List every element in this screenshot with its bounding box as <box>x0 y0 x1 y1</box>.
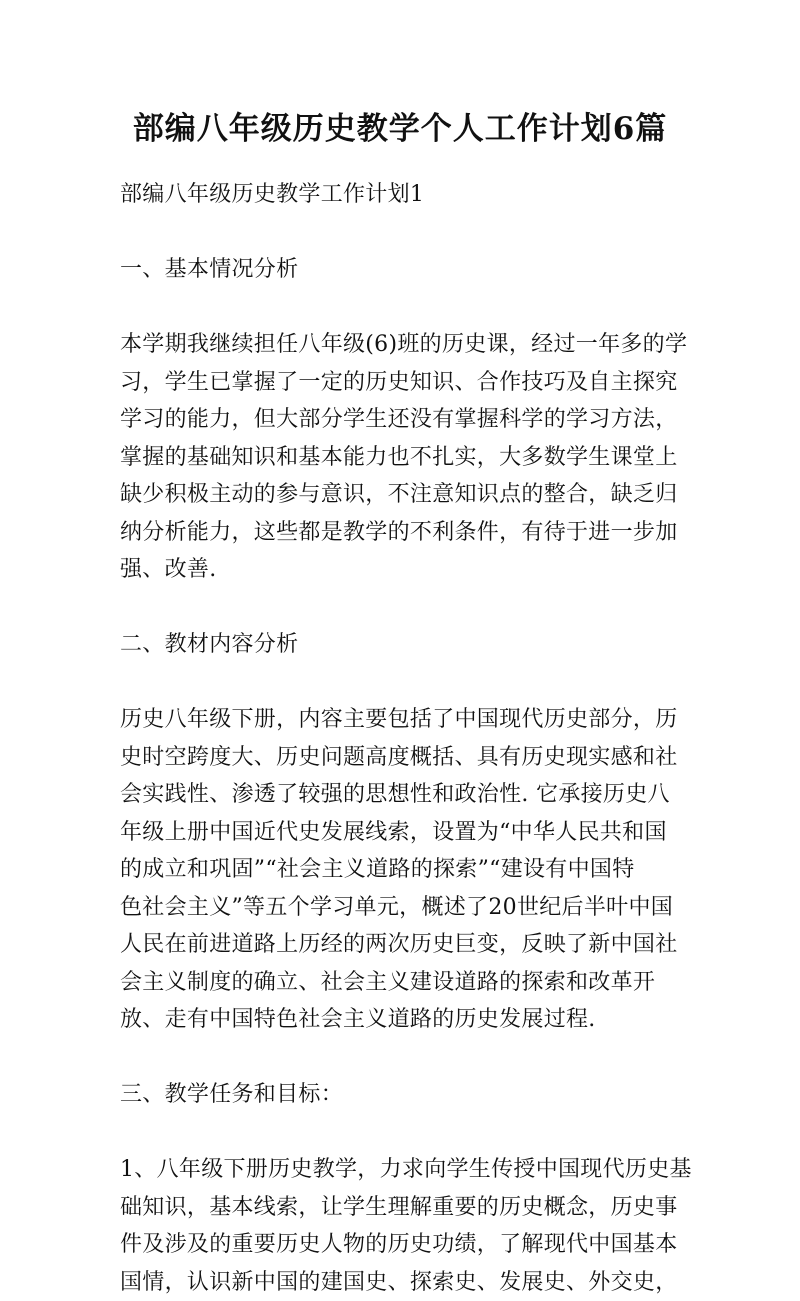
section-paragraph <box>120 326 680 589</box>
paragraph-line: 1、八年级下册历史教学，力求向学生传授中国现代历史基 <box>120 1151 680 1189</box>
paragraph-line: 学习的能力，但大部分学生还没有掌握科学的学习方法， <box>120 401 680 439</box>
paragraph-line: 缺少积极主动的参与意识，不注意知识点的整合，缺乏归 <box>120 476 680 514</box>
paragraph-line: 会主义制度的确立、社会主义建设道路的探索和改革开 <box>120 964 680 1002</box>
paragraph-gap <box>120 289 680 327</box>
paragraph-line: 年级上册中国近代史发展线索，设置为“中华人民共和国 <box>120 814 680 852</box>
document-title: 部编八年级历史教学个人工作计划6篇 <box>0 106 800 152</box>
paragraph-line: 础知识，基本线索，让学生理解重要的历史概念，历史事 <box>120 1189 680 1227</box>
section-heading: 一、基本情况分析 <box>120 251 680 289</box>
paragraph-gap <box>120 1039 680 1077</box>
document-subtitle: 部编八年级历史教学工作计划1 <box>120 176 680 214</box>
document-body <box>120 176 680 1301</box>
paragraph-line: 掌握的基础知识和基本能力也不扎实，大多数学生课堂上 <box>120 439 680 477</box>
paragraph-line: 放、走有中国特色社会主义道路的历史发展过程. <box>120 1001 680 1039</box>
paragraph-line: 国情，认识新中国的建国史、探索史、发展史、外交史， <box>120 1264 680 1301</box>
paragraph-gap <box>120 589 680 627</box>
paragraph-line: 本学期我继续担任八年级(6)班的历史课，经过一年多的学 <box>120 326 680 364</box>
paragraph-line: 纳分析能力，这些都是教学的不利条件，有待于进一步加 <box>120 514 680 552</box>
paragraph-gap <box>120 664 680 702</box>
section-paragraph <box>120 1151 680 1301</box>
paragraph-line: 习，学生已掌握了一定的历史知识、合作技巧及自主探究 <box>120 364 680 402</box>
section-heading: 三、教学任务和目标： <box>120 1076 680 1114</box>
paragraph-line: 色社会主义”等五个学习单元，概述了20世纪后半叶中国 <box>120 889 680 927</box>
paragraph-line: 人民在前进道路上历经的两次历史巨变，反映了新中国社 <box>120 926 680 964</box>
paragraph-line: 的成立和巩固”“社会主义道路的探索”“建设有中国特 <box>120 851 680 889</box>
section-paragraph <box>120 701 680 1039</box>
paragraph-line: 件及涉及的重要历史人物的历史功绩，了解现代中国基本 <box>120 1226 680 1264</box>
paragraph-line: 强、改善. <box>120 551 680 589</box>
paragraph-line: 历史八年级下册，内容主要包括了中国现代历史部分，历 <box>120 701 680 739</box>
paragraph-gap <box>120 214 680 252</box>
paragraph-gap <box>120 1114 680 1152</box>
paragraph-line: 会实践性、渗透了较强的思想性和政治性. 它承接历史八 <box>120 776 680 814</box>
paragraph-line: 史时空跨度大、历史问题高度概括、具有历史现实感和社 <box>120 739 680 777</box>
section-heading: 二、教材内容分析 <box>120 626 680 664</box>
